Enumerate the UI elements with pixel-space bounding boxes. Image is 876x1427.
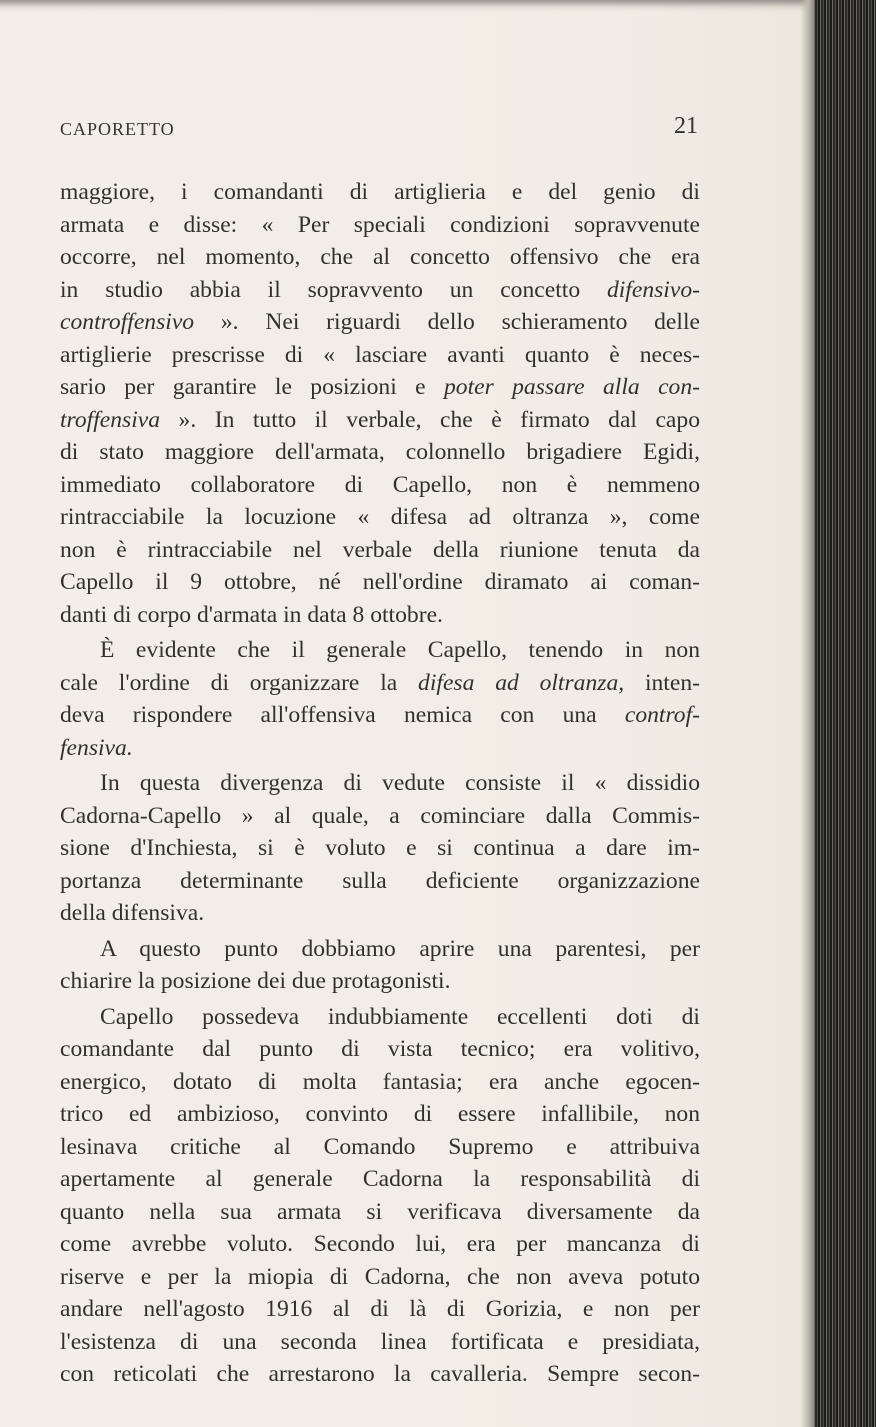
text-line [60, 274, 700, 307]
text-line: quanto nella sua armata si verificava diversamente da [60, 1198, 700, 1225]
paragraph-1 [60, 176, 700, 631]
text-line: In questa divergenza di vedute consiste il « dissidio [100, 770, 700, 796]
paragraph-2 [60, 634, 700, 764]
text-line: occorre, nel momento, che al concetto offensivo che era [60, 244, 700, 270]
italic-run: troffensiva [60, 406, 161, 433]
text-line: danti di corpo d'armata in data 8 ottobre. [60, 601, 443, 628]
text-line: andare nell'agosto 1916 al di là di Gorizia, e non per [60, 1296, 700, 1322]
italic-run: difesa ad oltranza, [418, 669, 625, 696]
text-run: in studio abbia il sopravvento un concetto [60, 276, 607, 303]
text-line: non è rintracciabile nel verbale della riunione tenuta da [60, 536, 700, 563]
text-run: inten- [624, 669, 700, 696]
text-line: Cadorna-Capello » al quale, a cominciare dalla Commis- [60, 802, 700, 829]
italic-run: difensivo- [606, 276, 700, 303]
text-line: come avrebbe voluto. Secondo lui, era per mancanza di [60, 1231, 700, 1257]
text-run: deva rispondere all'offensiva nemica con una [60, 702, 625, 728]
text-line: riserve e per la miopia di Cadorna, che non aveva potuto [60, 1263, 700, 1290]
running-header [60, 113, 700, 143]
text-line: artiglierie prescrisse di « lasciare avanti quanto è neces- [60, 341, 700, 368]
italic-run: poter passare alla con- [443, 374, 700, 400]
text-line [60, 306, 700, 339]
page-top-shadow [0, 0, 820, 12]
text-run: sario per garantire le posizioni e [60, 374, 444, 400]
text-line: A questo punto dobbiamo aprire una parentesi, per [100, 935, 700, 962]
italic-run: fensiva. [60, 734, 133, 761]
text-line: comandante dal punto di vista tecnico; era volitivo, [60, 1036, 700, 1062]
text-line: armata e disse: « Per speciali condizioni sopravvenute [60, 211, 700, 238]
text-line [60, 732, 700, 765]
text-line: maggiore, i comandanti di artiglieria e del genio di [60, 179, 700, 205]
body-text [60, 176, 700, 1391]
text-line: chiarire la posizione dei due protagonisti. [60, 968, 451, 994]
text-line: sione d'Inchiesta, si è voluto e si continua a dare im- [60, 835, 700, 861]
text-line: rintracciabile la locuzione « difesa ad oltranza », come [60, 504, 700, 530]
text-line: con reticolati che arrestarono la cavalleria. Sempre secon- [60, 1361, 700, 1387]
text-line [60, 404, 700, 437]
text-run: ». Nei riguardi dello schieramento delle [194, 309, 700, 335]
text-line [60, 699, 700, 732]
text-line: energico, dotato di molta fantasia; era anche egocen- [60, 1068, 700, 1095]
paragraph-3 [60, 767, 700, 930]
text-line: immediato collaboratore di Capello, non è nemmeno [60, 471, 700, 498]
text-line: di stato maggiore dell'armata, colonnello brigadiere Egidi, [60, 439, 700, 465]
text-line: l'esistenza di una seconda linea fortificata e presidiata, [60, 1328, 700, 1355]
text-line: Capello possedeva indubbiamente eccellenti doti di [100, 1003, 700, 1030]
paragraph-4 [60, 933, 700, 998]
text-line: È evidente che il generale Capello, tenendo in non [100, 637, 700, 663]
text-line: portanza determinante sulla deficiente organizzazione [60, 867, 700, 894]
text-line: trico ed ambizioso, convinto di essere infallibile, non [60, 1101, 700, 1127]
italic-run: controf- [624, 702, 700, 728]
italic-run: controffensivo [60, 309, 195, 335]
text-line: apertamente al generale Cadorna la responsabilità di [60, 1166, 700, 1192]
page-number: 21 [674, 113, 698, 139]
text-line [60, 667, 700, 700]
text-run: ». In tutto il verbale, che è firmato dal capo [160, 406, 700, 433]
text-line: Capello il 9 ottobre, né nell'ordine diramato ai coman- [60, 569, 700, 595]
running-title: CAPORETTO [60, 119, 175, 139]
text-line [60, 371, 700, 404]
book-spine-edge [812, 0, 876, 1427]
text-run: cale l'ordine di organizzare la [60, 669, 419, 696]
text-line: lesinava critiche al Comando Supremo e attribuiva [60, 1133, 700, 1160]
paragraph-5 [60, 1001, 700, 1391]
text-line: della difensiva. [60, 900, 205, 926]
